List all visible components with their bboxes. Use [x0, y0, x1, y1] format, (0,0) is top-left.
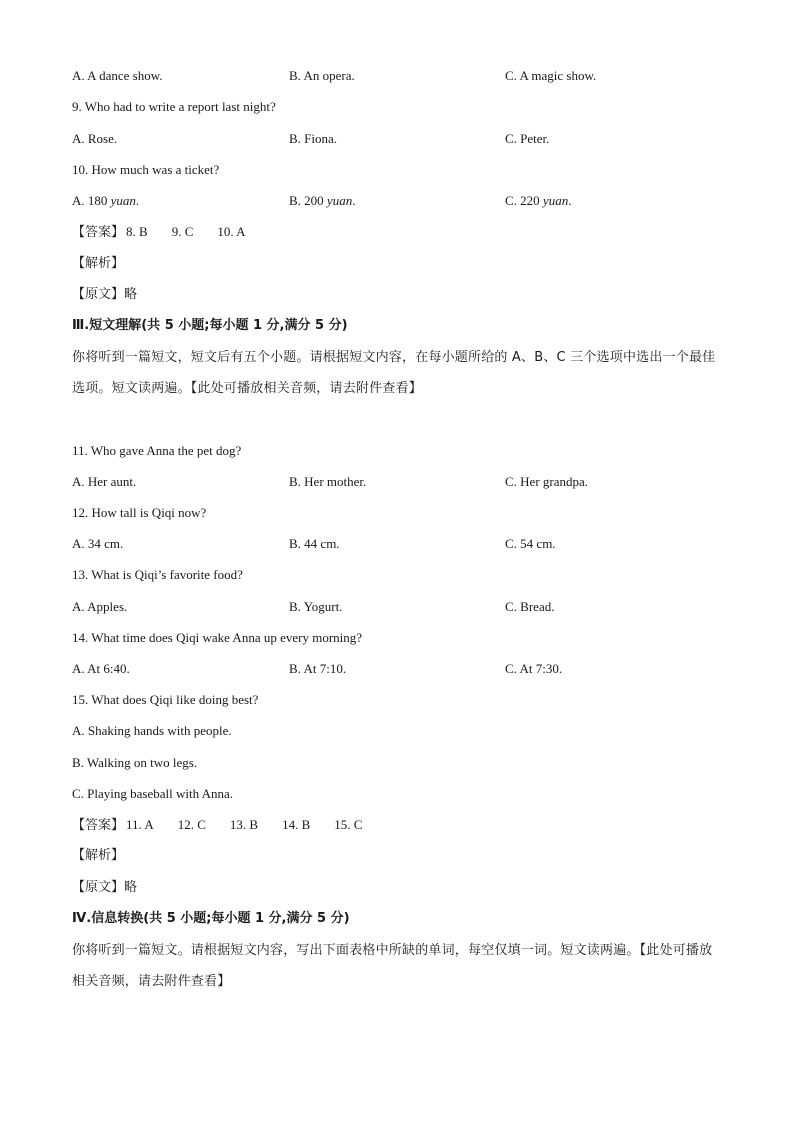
answer-item: 10. A	[217, 224, 246, 239]
q14-question: 14. What time does Qiqi wake Anna up every morning?	[72, 630, 363, 645]
answer-label: 【答案】	[72, 818, 125, 833]
q9-option-c: C. Peter.	[505, 131, 550, 146]
answer-item: 11. A	[126, 817, 154, 832]
q11-option-a: A. Her aunt.	[72, 474, 137, 489]
q9-option-b: B. Fiona.	[289, 131, 338, 146]
q9-options	[72, 130, 732, 148]
q13-option-b: B. Yogurt.	[289, 599, 343, 614]
q13-options	[72, 598, 732, 616]
q14-option-a: A. At 6:40.	[72, 661, 130, 676]
q15-question: 15. What does Qiqi like doing best?	[72, 692, 259, 707]
answer-item: 15. C	[334, 817, 363, 832]
answer-line-1	[72, 223, 246, 242]
q9-option-a: A. Rose.	[72, 131, 118, 146]
q13-question: 13. What is Qiqi’s favorite food?	[72, 567, 243, 582]
q8-option-c: C. A magic show.	[505, 68, 597, 83]
original-line-2	[72, 879, 137, 897]
q8-option-b: B. An opera.	[289, 68, 355, 83]
original-text: 略	[124, 287, 138, 302]
q10-option-a: A. 180 yuan.	[72, 193, 140, 208]
q11-option-c: C. Her grandpa.	[505, 474, 589, 489]
section3-instructions: 你将听到一篇短文，短文后有五个小题。请根据短文内容，在每小题所给的 A、B、C 三个选项中选出一个最佳选项。短文读两遍。【此处可播放相关音频，请去附件查看】	[72, 350, 716, 396]
q10-options	[72, 192, 732, 210]
answer-item: 14. B	[282, 817, 311, 832]
q12-option-b: B. 44 cm.	[289, 536, 340, 551]
answer-item: 8. B	[126, 224, 148, 239]
q10-option-c: C. 220 yuan.	[505, 193, 572, 208]
answer-item: 12. C	[177, 817, 206, 832]
q14-options	[72, 660, 732, 678]
q8-option-a: A. A dance show.	[72, 68, 163, 83]
q15-option-a: A. Shaking hands with people.	[72, 723, 232, 738]
q9-question: 9. Who had to write a report last night?	[72, 99, 276, 114]
q12-option-a: A. 34 cm.	[72, 536, 124, 551]
q12-question: 12. How tall is Qiqi now?	[72, 505, 207, 520]
original-label: 【原文】	[72, 287, 125, 302]
analysis-label-1: 【解析】	[72, 256, 125, 271]
q10-question: 10. How much was a ticket?	[72, 162, 220, 177]
answer-line-2	[72, 816, 362, 835]
analysis-label-2: 【解析】	[72, 848, 125, 863]
q11-question: 11. Who gave Anna the pet dog?	[72, 443, 242, 458]
q11-option-b: B. Her mother.	[289, 474, 367, 489]
section3-heading: Ⅲ.短文理解(共 5 小题;每小题 1 分,满分 5 分)	[72, 318, 348, 333]
q12-options	[72, 535, 732, 553]
original-text: 略	[124, 880, 138, 895]
q14-option-b: B. At 7:10.	[289, 661, 347, 676]
q13-option-a: A. Apples.	[72, 599, 128, 614]
q11-options	[72, 473, 732, 491]
q15-option-b: B. Walking on two legs.	[72, 755, 198, 770]
answer-item: 9. C	[171, 224, 194, 239]
original-line-1	[72, 286, 137, 304]
original-label: 【原文】	[72, 880, 125, 895]
section4-heading: Ⅳ.信息转换(共 5 小题;每小题 1 分,满分 5 分)	[72, 911, 350, 926]
q14-option-c: C. At 7:30.	[505, 661, 563, 676]
q15-option-c: C. Playing baseball with Anna.	[72, 786, 234, 801]
answer-label: 【答案】	[72, 225, 125, 240]
q12-option-c: C. 54 cm.	[505, 536, 556, 551]
q8-options	[72, 67, 732, 85]
answer-item: 13. B	[229, 817, 259, 832]
q10-option-b: B. 200 yuan.	[289, 193, 356, 208]
q13-option-c: C. Bread.	[505, 599, 555, 614]
section4-instructions: 你将听到一篇短文。请根据短文内容，写出下面表格中所缺的单词，每空仅填一词。短文读两遍。【此处可播放相关音频，请去附件查看】	[72, 943, 713, 989]
